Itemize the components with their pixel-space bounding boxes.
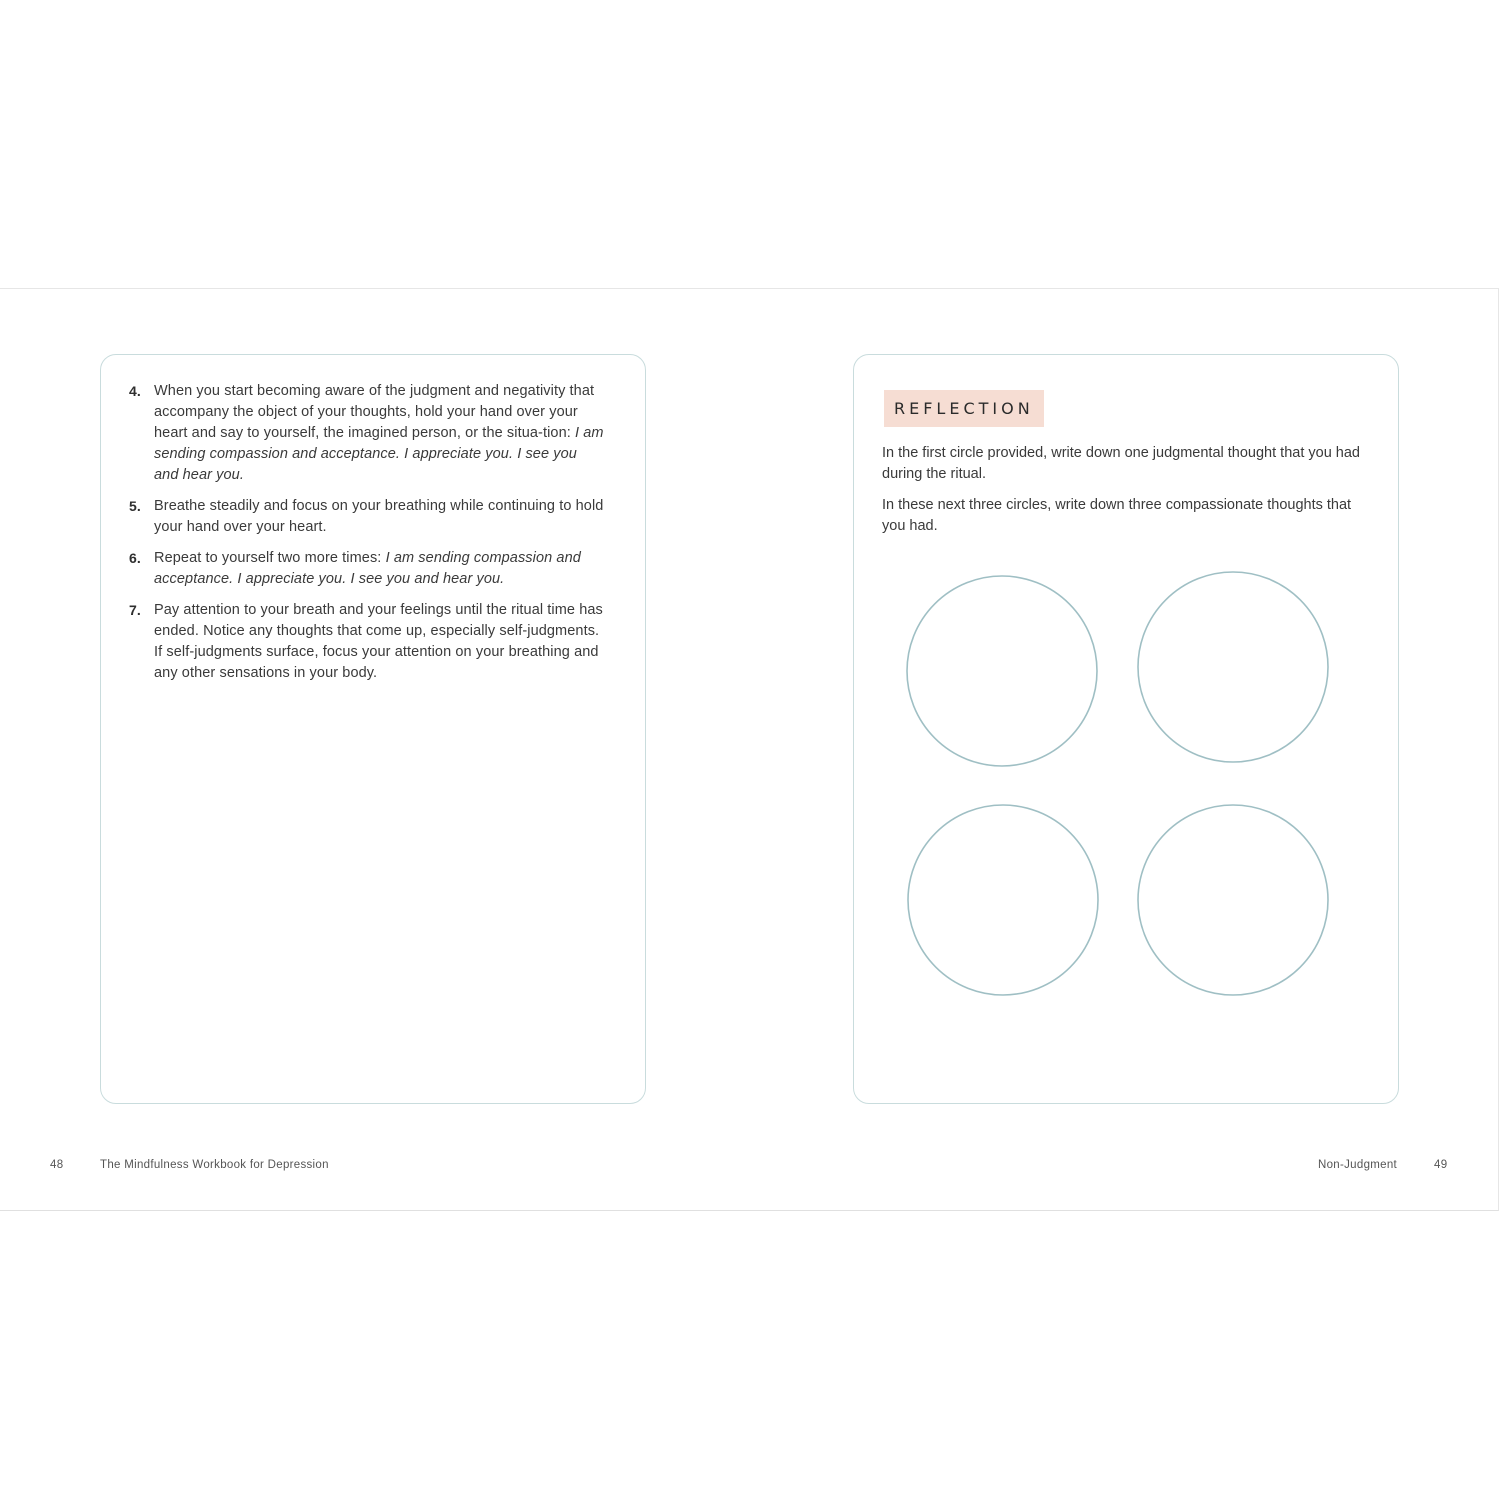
writing-circles: [854, 355, 1400, 1105]
instruction-paragraph: In the first circle provided, write down one judgmental thought that you had during the ritual.: [882, 445, 1360, 482]
instruction-paragraph: In these next three circles, write down three compassionate thoughts that you had.: [882, 497, 1352, 534]
book-title-footer: The Mindfulness Workbook for Depression: [100, 1159, 329, 1171]
page-number-right: 49: [1434, 1159, 1448, 1171]
reflection-tag: REFLECTION: [884, 390, 1044, 427]
writing-circle-2[interactable]: [1138, 572, 1328, 762]
step-text: Breathe steadily and focus on your breathing while continuing to hold your hand over your heart.: [154, 498, 604, 535]
step-number: 4.: [129, 383, 141, 399]
left-page-panel: [100, 354, 646, 1104]
step-item-7: [125, 600, 605, 684]
page-number-left: 48: [50, 1159, 64, 1171]
step-number: 5.: [129, 498, 141, 514]
writing-circle-4[interactable]: [1138, 805, 1328, 995]
step-text: When you start becoming aware of the judgment and negativity that accompany the object of your thoughts, hold your hand over your heart and say to yourself, the imagined person, or the situa-tion:: [154, 383, 595, 441]
step-item-6: [125, 548, 605, 590]
writing-circle-1[interactable]: [907, 576, 1097, 766]
writing-circle-3[interactable]: [908, 805, 1098, 995]
step-text: Repeat to yourself two more times:: [154, 550, 386, 566]
step-number: 6.: [129, 550, 141, 566]
right-page-panel: [853, 354, 1399, 1104]
chapter-title-footer: Non-Judgment: [1318, 1159, 1398, 1171]
step-text: Pay attention to your breath and your feelings until the ritual time has ended. Notice any thoughts that come up, especially self-judgments. If self-judgments surface, focus your attention on your breathing and any other sensations in your body.: [154, 602, 603, 681]
step-number: 7.: [129, 602, 141, 618]
step-italic-text: I am sending compassion and acceptance. I appreciate you. I see you and hear you.: [154, 550, 581, 587]
step-italic-text: I am sending compassion and acceptance. I appreciate you. I see you and hear you.: [154, 425, 604, 483]
step-item-4: [125, 381, 605, 486]
step-item-5: [125, 496, 605, 538]
steps-list: [125, 381, 605, 694]
